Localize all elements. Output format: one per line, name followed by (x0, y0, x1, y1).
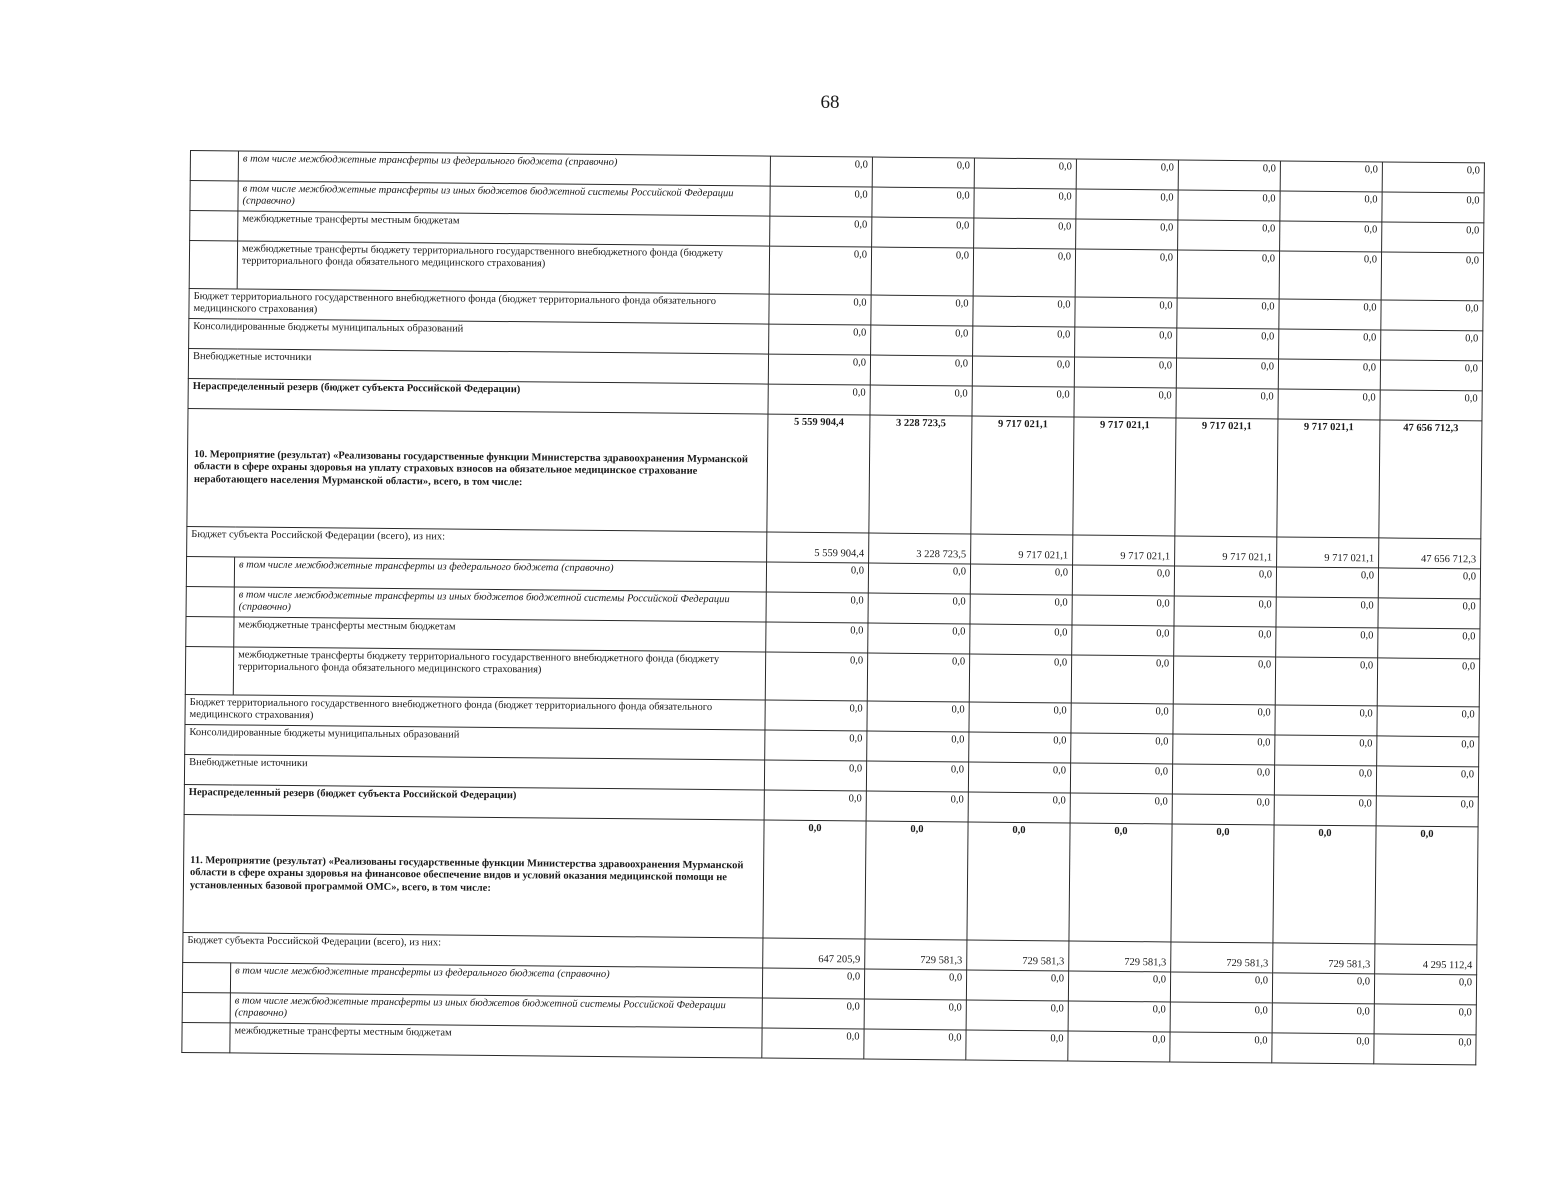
value-cell: 0,0 (1076, 159, 1178, 190)
indent-cell (189, 241, 237, 289)
value-cell: 0,0 (871, 295, 973, 326)
row-label: в том числе межбюджетные трансферты из федерального бюджета (справочно) (230, 963, 762, 998)
value-cell: 0,0 (762, 968, 864, 999)
value-cell: 9 717 021,1 (971, 416, 1074, 535)
value-cell: 0,0 (866, 791, 968, 822)
value-cell: 0,0 (867, 731, 969, 762)
value-cell: 0,0 (1170, 1002, 1272, 1033)
value-cell: 0,0 (1072, 595, 1174, 626)
value-cell: 0,0 (1278, 359, 1380, 390)
value-cell: 0,0 (1075, 249, 1177, 298)
value-cell: 0,0 (1171, 824, 1274, 943)
value-cell: 47 656 712,3 (1379, 538, 1481, 569)
indent-cell (185, 646, 233, 694)
value-cell: 0,0 (1374, 1004, 1476, 1035)
value-cell: 0,0 (1382, 222, 1484, 253)
row-label: межбюджетные трансферты местным бюджетам (238, 211, 770, 246)
value-cell: 3 228 723,5 (869, 415, 972, 534)
value-cell: 0,0 (966, 970, 1068, 1001)
indent-cell (182, 962, 230, 992)
value-cell: 0,0 (1378, 598, 1480, 629)
row-label: в том числе межбюджетные трансферты из федерального бюджета (справочно) (238, 151, 770, 186)
value-cell: 0,0 (1068, 971, 1170, 1002)
value-cell: 0,0 (1075, 327, 1177, 358)
value-cell: 0,0 (1381, 330, 1483, 361)
value-cell: 0,0 (1381, 252, 1483, 301)
value-cell: 0,0 (769, 294, 871, 325)
value-cell: 0,0 (1380, 390, 1482, 421)
value-cell: 9 717 021,1 (1175, 536, 1277, 567)
value-cell: 0,0 (1068, 1001, 1170, 1032)
value-cell: 0,0 (768, 384, 870, 415)
value-cell: 3 228 723,5 (869, 533, 971, 564)
indent-cell (182, 992, 230, 1022)
row-label: Нераспределенный резерв (бюджет субъекта Российской Федерации) (184, 784, 764, 820)
value-cell: 0,0 (871, 325, 973, 356)
value-cell: 0,0 (1177, 328, 1279, 359)
value-cell: 0,0 (1174, 626, 1276, 657)
value-cell: 0,0 (973, 326, 1075, 357)
value-cell: 0,0 (1178, 190, 1280, 221)
value-cell: 0,0 (1074, 357, 1176, 388)
row-label: Бюджет субъекта Российской Федерации (всего), из них: (183, 932, 763, 968)
value-cell: 0,0 (1378, 628, 1480, 659)
value-cell: 647 205,9 (763, 938, 865, 969)
row-label: Нераспределенный резерв (бюджет субъекта Российской Федерации) (188, 378, 768, 414)
value-cell: 0,0 (1172, 794, 1274, 825)
value-cell: 0,0 (1177, 298, 1279, 329)
value-cell: 0,0 (1070, 763, 1172, 794)
value-cell: 0,0 (1272, 1003, 1374, 1034)
measure-row (187, 408, 1482, 538)
value-cell: 0,0 (1381, 300, 1483, 331)
value-cell: 0,0 (1376, 796, 1478, 827)
value-cell: 0,0 (868, 623, 970, 654)
row-label: межбюджетные трансферты местным бюджетам (234, 617, 766, 652)
row-label: межбюджетные трансферты местным бюджетам (230, 1023, 762, 1058)
value-cell: 0,0 (1374, 1034, 1476, 1065)
value-cell: 0,0 (765, 652, 867, 701)
row-label: 11. Мероприятие (результат) «Реализованы государственные функции Министерства здравоохранения Мурманской области в сфере охраны здоровья на финансовое обеспечение видов и условий оказания медицинской помощи не установленных базовой программой ОМС», всего, в том числе: (183, 814, 764, 938)
indent-cell (186, 616, 234, 646)
value-cell: 0,0 (973, 296, 1075, 327)
value-cell: 729 581,3 (865, 939, 967, 970)
value-cell: 5 559 904,4 (767, 414, 870, 533)
value-cell: 0,0 (1276, 567, 1378, 598)
value-cell: 0,0 (864, 999, 966, 1030)
value-cell: 729 581,3 (1069, 941, 1171, 972)
value-cell: 0,0 (1274, 765, 1376, 796)
value-cell: 0,0 (1068, 1031, 1170, 1062)
value-cell: 0,0 (970, 594, 1072, 625)
value-cell: 0,0 (867, 653, 969, 702)
value-cell: 0,0 (1374, 974, 1476, 1005)
value-cell: 0,0 (969, 732, 1071, 763)
value-cell: 0,0 (866, 761, 968, 792)
value-cell: 729 581,3 (967, 940, 1069, 971)
value-cell: 0,0 (766, 622, 868, 653)
value-cell: 0,0 (968, 762, 1070, 793)
value-cell: 9 717 021,1 (1073, 417, 1176, 536)
row-label: межбюджетные трансферты бюджету территориального государственного внебюджетного фонда (бюджету территориального фонда обязательного медицинского страхования) (233, 647, 765, 700)
indent-cell (182, 1022, 230, 1052)
value-cell: 0,0 (1272, 1033, 1374, 1064)
row-label: Бюджет территориального государственного внебюджетного фонда (бюджет территориального фонда обязательного медицинского страхования) (189, 288, 769, 324)
row-label: межбюджетные трансферты бюджету территориального государственного внебюджетного фонда (бюджету территориального фонда обязательного медицинского страхования) (237, 241, 769, 294)
value-cell: 0,0 (1380, 360, 1482, 391)
indent-cell (190, 211, 238, 241)
budget-table (181, 150, 1485, 1065)
row-label: в том числе межбюджетные трансферты из иных бюджетов бюджетной системы Российской Федерации (справочно) (234, 587, 766, 622)
row-label: Консолидированные бюджеты муниципальных образований (189, 318, 769, 354)
value-cell: 0,0 (766, 592, 868, 623)
value-cell: 0,0 (768, 354, 870, 385)
value-cell: 0,0 (764, 790, 866, 821)
value-cell: 0,0 (1377, 736, 1479, 767)
value-cell: 0,0 (1176, 388, 1278, 419)
value-cell: 0,0 (1378, 568, 1480, 599)
value-cell: 0,0 (1071, 703, 1173, 734)
value-cell: 0,0 (1280, 191, 1382, 222)
measure-row (183, 814, 1478, 944)
indent-cell (186, 586, 234, 616)
value-cell: 0,0 (966, 1000, 1068, 1031)
value-cell: 0,0 (974, 158, 1076, 189)
value-cell: 0,0 (765, 730, 867, 761)
value-cell: 0,0 (973, 248, 1075, 297)
indent-cell (190, 151, 238, 181)
value-cell: 9 717 021,1 (1175, 418, 1278, 537)
value-cell: 0,0 (1377, 658, 1479, 707)
value-cell: 0,0 (969, 654, 1071, 703)
value-cell: 0,0 (769, 246, 871, 295)
value-cell: 0,0 (1173, 734, 1275, 765)
value-cell: 0,0 (770, 186, 872, 217)
value-cell: 0,0 (868, 563, 970, 594)
value-cell: 0,0 (1076, 219, 1178, 250)
value-cell: 0,0 (864, 969, 966, 1000)
value-cell: 729 581,3 (1273, 943, 1375, 974)
value-cell: 0,0 (870, 355, 972, 386)
value-cell: 9 717 021,1 (971, 534, 1073, 565)
value-cell: 47 656 712,3 (1379, 420, 1482, 539)
budget-table-sheet (181, 150, 1485, 1065)
value-cell: 0,0 (1177, 250, 1279, 299)
value-cell: 0,0 (1382, 162, 1484, 193)
value-cell: 0,0 (1174, 596, 1276, 627)
value-cell: 0,0 (1276, 597, 1378, 628)
value-cell: 0,0 (969, 702, 1071, 733)
row-label: Бюджет территориального государственного внебюджетного фонда (бюджет территориального фонда обязательного медицинского страхования) (185, 694, 765, 730)
value-cell: 0,0 (1174, 566, 1276, 597)
row-label: в том числе межбюджетные трансферты из иных бюджетов бюджетной системы Российской Федерации (справочно) (230, 993, 762, 1028)
row-label: в том числе межбюджетные трансферты из федерального бюджета (справочно) (234, 557, 766, 592)
value-cell: 4 295 112,4 (1375, 944, 1477, 975)
value-cell: 0,0 (1382, 192, 1484, 223)
value-cell: 0,0 (872, 217, 974, 248)
value-cell: 0,0 (1072, 565, 1174, 596)
value-cell: 0,0 (1375, 826, 1478, 945)
value-cell: 9 717 021,1 (1073, 535, 1175, 566)
value-cell: 0,0 (1278, 389, 1380, 420)
value-cell: 0,0 (1069, 823, 1172, 942)
value-cell: 0,0 (763, 820, 866, 939)
value-cell: 0,0 (1170, 1032, 1272, 1063)
value-cell: 0,0 (770, 156, 872, 187)
value-cell: 0,0 (1075, 297, 1177, 328)
value-cell: 0,0 (974, 188, 1076, 219)
value-cell: 0,0 (762, 998, 864, 1029)
value-cell: 0,0 (1279, 251, 1381, 300)
value-cell: 0,0 (865, 821, 968, 940)
value-cell: 0,0 (864, 1029, 966, 1060)
value-cell: 9 717 021,1 (1277, 419, 1380, 538)
value-cell: 0,0 (872, 187, 974, 218)
value-cell: 0,0 (968, 792, 1070, 823)
value-cell: 0,0 (1173, 704, 1275, 735)
indent-cell (190, 181, 238, 211)
value-cell: 0,0 (1280, 161, 1382, 192)
value-cell: 0,0 (770, 216, 872, 247)
value-cell: 9 717 021,1 (1277, 537, 1379, 568)
value-cell: 0,0 (872, 157, 974, 188)
value-cell: 0,0 (764, 760, 866, 791)
value-cell: 0,0 (1376, 766, 1478, 797)
value-cell: 0,0 (1178, 160, 1280, 191)
value-cell: 0,0 (1070, 793, 1172, 824)
value-cell: 0,0 (972, 356, 1074, 387)
value-cell: 0,0 (1170, 972, 1272, 1003)
value-cell: 0,0 (765, 700, 867, 731)
value-cell: 0,0 (1377, 706, 1479, 737)
page-number: 68 (820, 92, 840, 113)
value-cell: 0,0 (762, 1028, 864, 1059)
value-cell: 0,0 (1275, 735, 1377, 766)
value-cell: 0,0 (970, 624, 1072, 655)
value-cell: 0,0 (867, 701, 969, 732)
value-cell: 729 581,3 (1171, 942, 1273, 973)
value-cell: 0,0 (974, 218, 1076, 249)
value-cell: 0,0 (1275, 657, 1377, 706)
value-cell: 0,0 (966, 1030, 1068, 1061)
value-cell: 0,0 (970, 564, 1072, 595)
value-cell: 0,0 (1280, 221, 1382, 252)
row-label: Консолидированные бюджеты муниципальных образований (185, 724, 765, 760)
value-cell: 0,0 (871, 247, 973, 296)
value-cell: 0,0 (870, 385, 972, 416)
value-cell: 0,0 (1176, 358, 1278, 389)
value-cell: 5 559 904,4 (767, 532, 869, 563)
value-cell: 0,0 (1276, 627, 1378, 658)
value-cell: 0,0 (1074, 387, 1176, 418)
value-cell: 0,0 (1178, 220, 1280, 251)
row-label: 10. Мероприятие (результат) «Реализованы государственные функции Министерства здравоохранения Мурманской области в сфере охраны здоровья на уплату страховых взносов на обязательное медицинское страхование неработающего населения Мурманской области», всего, в том числе: (187, 408, 768, 532)
row-label: Внебюджетные источники (184, 754, 764, 790)
value-cell: 0,0 (967, 822, 1070, 941)
value-cell: 0,0 (972, 386, 1074, 417)
row-label: Внебюджетные источники (188, 348, 768, 384)
indent-cell (186, 556, 234, 586)
value-cell: 0,0 (1071, 733, 1173, 764)
value-cell: 0,0 (1076, 189, 1178, 220)
value-cell: 0,0 (1274, 795, 1376, 826)
value-cell: 0,0 (766, 562, 868, 593)
value-cell: 0,0 (1272, 973, 1374, 1004)
value-cell: 0,0 (1275, 705, 1377, 736)
value-cell: 0,0 (1173, 656, 1275, 705)
value-cell: 0,0 (1072, 625, 1174, 656)
value-cell: 0,0 (1071, 655, 1173, 704)
value-cell: 0,0 (769, 324, 871, 355)
row-label: Бюджет субъекта Российской Федерации (всего), из них: (187, 526, 767, 562)
value-cell: 0,0 (1172, 764, 1274, 795)
value-cell: 0,0 (1279, 329, 1381, 360)
value-cell: 0,0 (1273, 825, 1376, 944)
value-cell: 0,0 (868, 593, 970, 624)
row-label: в том числе межбюджетные трансферты из иных бюджетов бюджетной системы Российской Федерации (справочно) (238, 181, 770, 216)
value-cell: 0,0 (1279, 299, 1381, 330)
